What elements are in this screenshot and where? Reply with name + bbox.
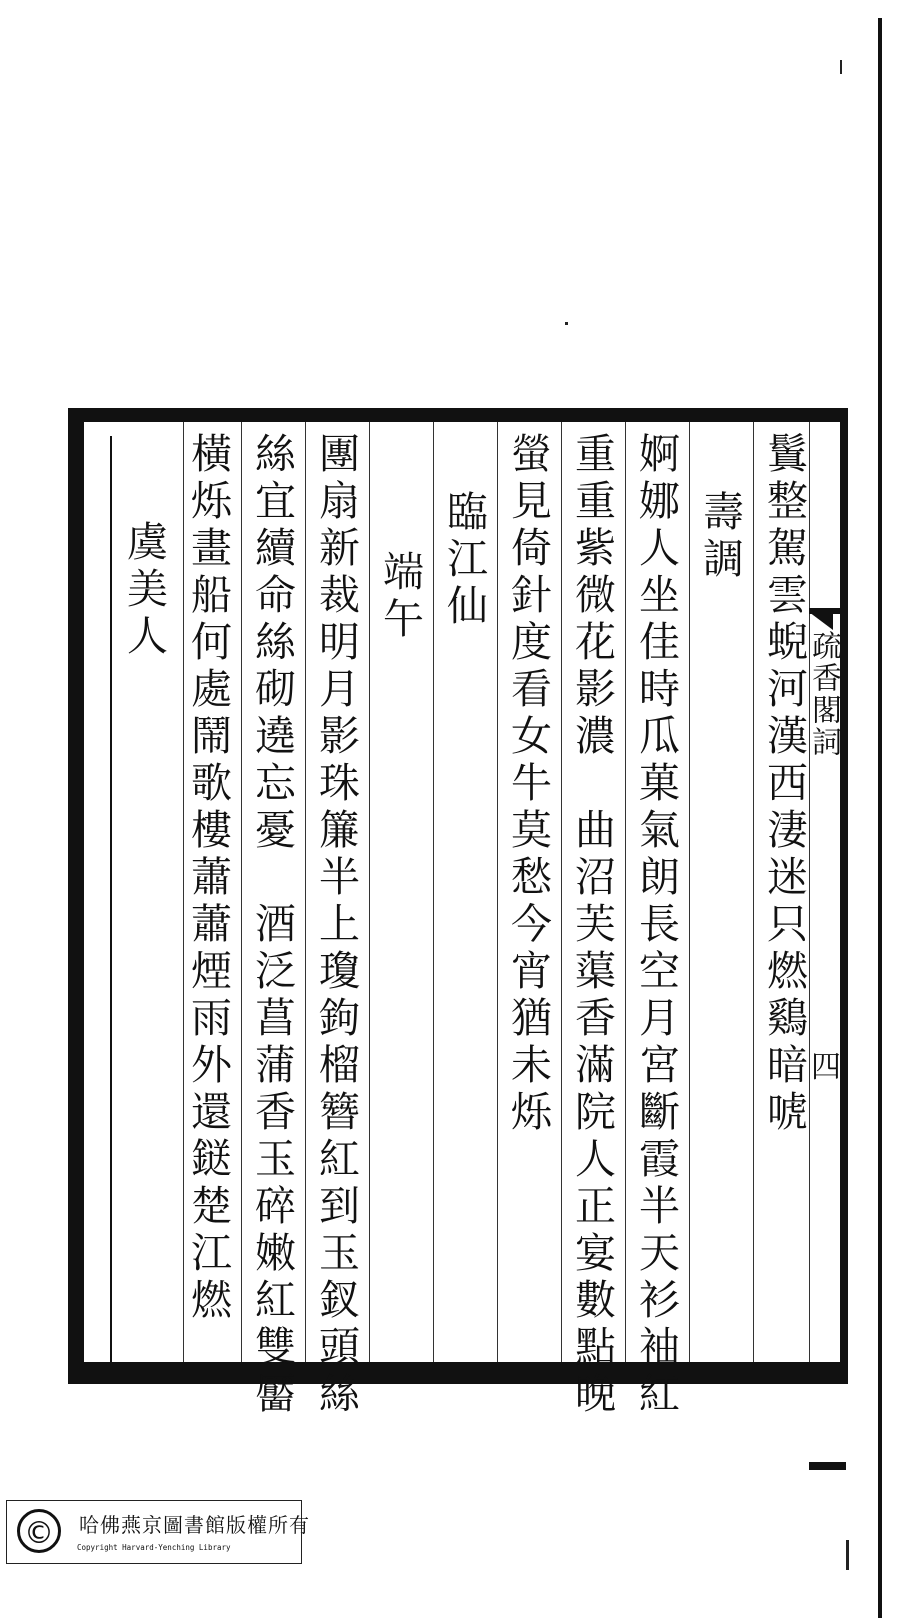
text-column-2: 壽調 — [696, 490, 744, 584]
copyright-stamp — [6, 1500, 310, 1564]
fish-tail-mark — [809, 612, 833, 630]
text-column-6: 臨江仙 — [440, 490, 488, 631]
text-column-3: 婀娜人坐佳時瓜菓氣朗長空月宮斷霞半天衫袖紅 — [632, 432, 680, 1419]
text-column-1: 鬒整駕雲蜺河漢西淒迷只燃鷄暗唬 — [760, 432, 808, 1137]
banxin-page-number: 四 — [811, 1050, 841, 1085]
copyright-icon: © — [17, 1509, 61, 1553]
text-column-8: 團扇新裁明月影珠簾半上瓊鉤榴簪紅到玉釵頭絲 — [312, 432, 360, 1419]
text-column-7: 端午 — [376, 550, 424, 644]
scan-speck — [846, 1540, 849, 1570]
copyright-english: Copyright Harvard-Yenching Library — [77, 1543, 231, 1552]
page-edge — [878, 18, 882, 1618]
text-column-12: 虞美人 — [120, 520, 168, 661]
fish-tail-lower — [809, 1462, 846, 1470]
text-column-5: 螢見倚針度看女牛莫愁今宵猶未烁 — [504, 432, 552, 1137]
text-column-9: 絲宜續命絲砌遶忘憂 酒泛菖蒲香玉碎嫩紅雙靨 — [248, 432, 296, 1419]
copyright-chinese: 哈佛燕京圖書館版權所有 — [79, 1513, 310, 1537]
text-column-10: 橫烁畫船何處鬧歌樓蕭蕭煙雨外還鎹楚江燃 — [184, 432, 232, 1325]
banxin-strip — [806, 422, 846, 1362]
banxin-title: 疏香閣詞 — [806, 630, 841, 758]
scan-speck — [565, 322, 568, 325]
scan-speck — [840, 60, 842, 74]
text-column-4: 重重紫微花影濃 曲沼芙蕖香滿院人正宴數點晚 — [568, 432, 616, 1419]
